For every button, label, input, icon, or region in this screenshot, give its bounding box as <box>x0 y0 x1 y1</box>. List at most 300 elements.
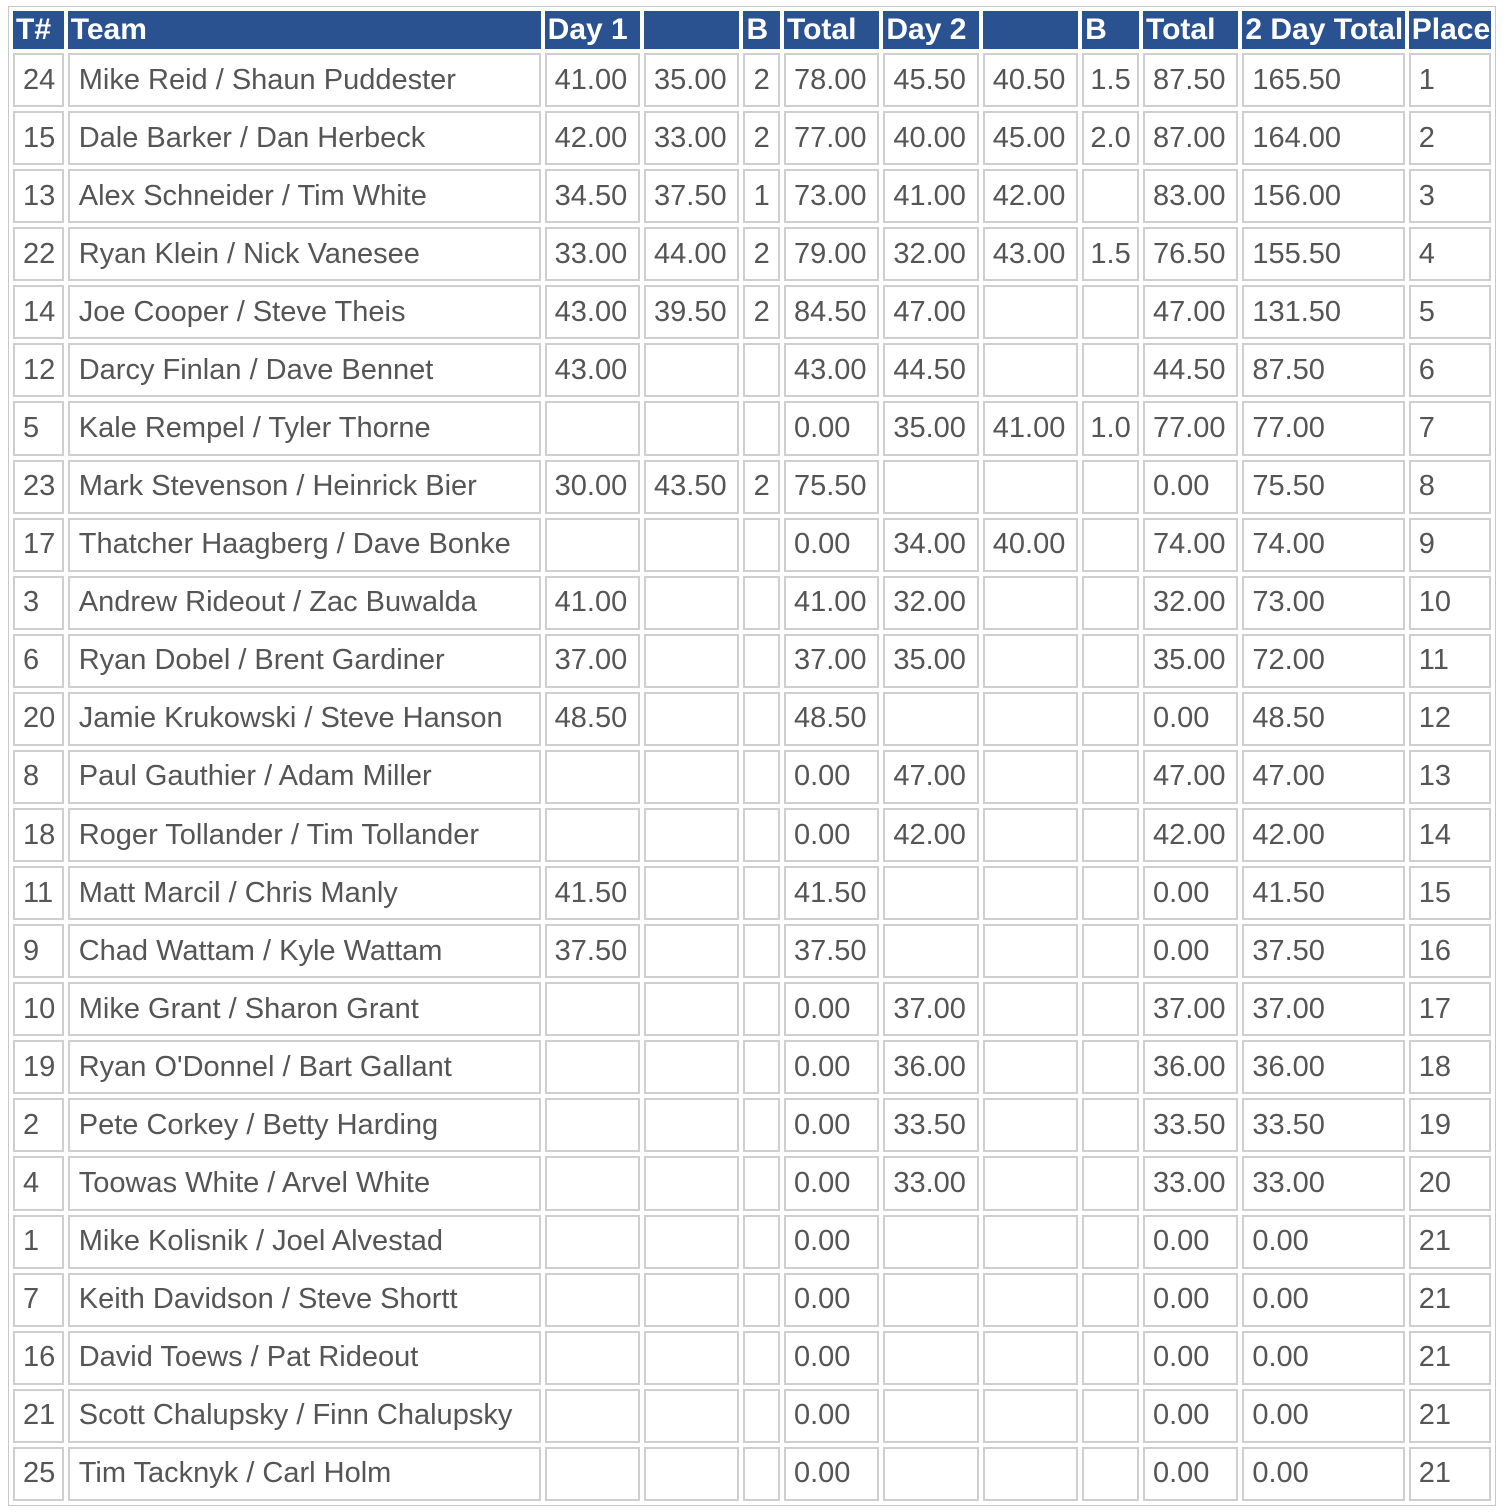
day2-bonus-cell <box>1082 1447 1139 1501</box>
table-row <box>13 53 1491 107</box>
day2-total-cell: 47.00 <box>1143 750 1238 804</box>
day2-total-cell: 87.50 <box>1143 53 1238 107</box>
place-cell: 3 <box>1409 169 1491 223</box>
day2-first-cell: 47.00 <box>883 285 978 339</box>
day1-total-cell: 0.00 <box>784 982 879 1036</box>
day1-first-cell <box>545 1273 640 1327</box>
day1-bonus-cell <box>743 1156 780 1210</box>
table-row <box>13 111 1491 165</box>
header-two-day-total: 2 Day Total <box>1242 11 1404 49</box>
team-name-cell: Darcy Finlan / Dave Bennet <box>68 343 541 397</box>
header-day1-bonus: B <box>743 11 780 49</box>
day1-first-cell <box>545 982 640 1036</box>
two-day-total-cell: 74.00 <box>1242 518 1404 572</box>
day1-second-cell: 44.00 <box>644 227 739 281</box>
team-number-cell: 24 <box>13 53 64 107</box>
day1-total-cell: 41.50 <box>784 866 879 920</box>
place-cell: 21 <box>1409 1447 1491 1501</box>
team-number-cell: 17 <box>13 518 64 572</box>
day1-total-cell: 37.00 <box>784 634 879 688</box>
day2-bonus-cell <box>1082 866 1139 920</box>
two-day-total-cell: 41.50 <box>1242 866 1404 920</box>
day1-bonus-cell: 2 <box>743 227 780 281</box>
day2-second-cell <box>983 750 1078 804</box>
day1-bonus-cell <box>743 1040 780 1094</box>
two-day-total-cell: 164.00 <box>1242 111 1404 165</box>
day2-bonus-cell: 1.5 <box>1082 53 1139 107</box>
day1-second-cell <box>644 401 739 455</box>
two-day-total-cell: 48.50 <box>1242 692 1404 746</box>
team-number-cell: 3 <box>13 576 64 630</box>
team-number-cell: 21 <box>13 1389 64 1443</box>
day2-second-cell: 40.00 <box>983 518 1078 572</box>
day1-first-cell: 41.00 <box>545 53 640 107</box>
day2-total-cell: 0.00 <box>1143 1447 1238 1501</box>
day1-total-cell: 73.00 <box>784 169 879 223</box>
two-day-total-cell: 72.00 <box>1242 634 1404 688</box>
day2-total-cell: 42.00 <box>1143 808 1238 862</box>
day1-bonus-cell <box>743 518 780 572</box>
day2-second-cell <box>983 1098 1078 1152</box>
day1-second-cell <box>644 866 739 920</box>
day1-total-cell: 0.00 <box>784 1156 879 1210</box>
team-name-cell: Toowas White / Arvel White <box>68 1156 541 1210</box>
day2-bonus-cell <box>1082 924 1139 978</box>
day2-total-cell: 37.00 <box>1143 982 1238 1036</box>
day1-total-cell: 0.00 <box>784 750 879 804</box>
table-row <box>13 1098 1491 1152</box>
day2-total-cell: 47.00 <box>1143 285 1238 339</box>
header-day1: Day 1 <box>545 11 640 49</box>
day2-total-cell: 76.50 <box>1143 227 1238 281</box>
day2-first-cell: 33.50 <box>883 1098 978 1152</box>
table-row <box>13 1447 1491 1501</box>
table-row <box>13 808 1491 862</box>
day2-second-cell <box>983 692 1078 746</box>
day2-second-cell <box>983 982 1078 1036</box>
day1-bonus-cell: 2 <box>743 460 780 514</box>
team-number-cell: 7 <box>13 1273 64 1327</box>
day2-second-cell <box>983 343 1078 397</box>
day1-second-cell <box>644 1447 739 1501</box>
team-number-cell: 6 <box>13 634 64 688</box>
day1-first-cell <box>545 1215 640 1269</box>
day2-bonus-cell: 1.5 <box>1082 227 1139 281</box>
day1-total-cell: 41.00 <box>784 576 879 630</box>
place-cell: 21 <box>1409 1331 1491 1385</box>
team-name-cell: Tim Tacknyk / Carl Holm <box>68 1447 541 1501</box>
day1-first-cell <box>545 750 640 804</box>
day1-second-cell <box>644 1331 739 1385</box>
day2-first-cell <box>883 866 978 920</box>
day1-bonus-cell: 2 <box>743 285 780 339</box>
day2-total-cell: 0.00 <box>1143 460 1238 514</box>
day1-bonus-cell <box>743 1389 780 1443</box>
day2-bonus-cell <box>1082 1389 1139 1443</box>
place-cell: 5 <box>1409 285 1491 339</box>
table-row <box>13 1215 1491 1269</box>
team-name-cell: Thatcher Haagberg / Dave Bonke <box>68 518 541 572</box>
day2-second-cell <box>983 285 1078 339</box>
two-day-total-cell: 77.00 <box>1242 401 1404 455</box>
day2-bonus-cell <box>1082 460 1139 514</box>
day1-bonus-cell <box>743 576 780 630</box>
table-row <box>13 518 1491 572</box>
day2-first-cell <box>883 460 978 514</box>
day2-bonus-cell <box>1082 692 1139 746</box>
table-header <box>13 11 1491 49</box>
day2-second-cell: 41.00 <box>983 401 1078 455</box>
day1-second-cell <box>644 982 739 1036</box>
team-number-cell: 18 <box>13 808 64 862</box>
day2-first-cell: 37.00 <box>883 982 978 1036</box>
day2-bonus-cell: 2.0 <box>1082 111 1139 165</box>
day1-total-cell: 0.00 <box>784 808 879 862</box>
day1-first-cell: 37.50 <box>545 924 640 978</box>
day2-total-cell: 35.00 <box>1143 634 1238 688</box>
two-day-total-cell: 37.00 <box>1242 982 1404 1036</box>
day1-second-cell <box>644 1040 739 1094</box>
table-body <box>13 53 1491 1501</box>
team-name-cell: David Toews / Pat Rideout <box>68 1331 541 1385</box>
day2-first-cell: 35.00 <box>883 634 978 688</box>
day2-bonus-cell <box>1082 1098 1139 1152</box>
team-name-cell: Chad Wattam / Kyle Wattam <box>68 924 541 978</box>
day2-bonus-cell <box>1082 343 1139 397</box>
day2-second-cell <box>983 1389 1078 1443</box>
day1-first-cell: 43.00 <box>545 343 640 397</box>
day1-first-cell: 41.00 <box>545 576 640 630</box>
day1-total-cell: 43.00 <box>784 343 879 397</box>
day2-second-cell <box>983 924 1078 978</box>
day1-first-cell <box>545 1447 640 1501</box>
day1-second-cell: 43.50 <box>644 460 739 514</box>
day2-first-cell: 32.00 <box>883 227 978 281</box>
day2-first-cell <box>883 1331 978 1385</box>
day2-total-cell: 0.00 <box>1143 924 1238 978</box>
day1-bonus-cell <box>743 750 780 804</box>
team-name-cell: Roger Tollander / Tim Tollander <box>68 808 541 862</box>
team-name-cell: Matt Marcil / Chris Manly <box>68 866 541 920</box>
team-number-cell: 10 <box>13 982 64 1036</box>
day2-bonus-cell <box>1082 982 1139 1036</box>
day2-first-cell <box>883 1273 978 1327</box>
day2-bonus-cell <box>1082 1215 1139 1269</box>
day2-total-cell: 87.00 <box>1143 111 1238 165</box>
team-name-cell: Scott Chalupsky / Finn Chalupsky <box>68 1389 541 1443</box>
day1-second-cell <box>644 1273 739 1327</box>
day2-first-cell: 33.00 <box>883 1156 978 1210</box>
day1-total-cell: 0.00 <box>784 1040 879 1094</box>
day1-total-cell: 78.00 <box>784 53 879 107</box>
team-number-cell: 25 <box>13 1447 64 1501</box>
day1-second-cell: 35.00 <box>644 53 739 107</box>
place-cell: 11 <box>1409 634 1491 688</box>
day1-second-cell <box>644 634 739 688</box>
table-row <box>13 1156 1491 1210</box>
day1-total-cell: 0.00 <box>784 1389 879 1443</box>
place-cell: 4 <box>1409 227 1491 281</box>
day1-bonus-cell <box>743 1098 780 1152</box>
day2-second-cell <box>983 1273 1078 1327</box>
day1-bonus-cell <box>743 343 780 397</box>
two-day-total-cell: 42.00 <box>1242 808 1404 862</box>
day2-total-cell: 83.00 <box>1143 169 1238 223</box>
table-row <box>13 1331 1491 1385</box>
day2-second-cell <box>983 808 1078 862</box>
day2-first-cell: 32.00 <box>883 576 978 630</box>
place-cell: 2 <box>1409 111 1491 165</box>
place-cell: 1 <box>1409 53 1491 107</box>
day1-bonus-cell <box>743 808 780 862</box>
day2-second-cell <box>983 1156 1078 1210</box>
header-day1-total: Total <box>784 11 879 49</box>
day2-total-cell: 0.00 <box>1143 1215 1238 1269</box>
place-cell: 21 <box>1409 1389 1491 1443</box>
table-row <box>13 169 1491 223</box>
day1-bonus-cell <box>743 982 780 1036</box>
day2-bonus-cell: 1.0 <box>1082 401 1139 455</box>
day2-total-cell: 44.50 <box>1143 343 1238 397</box>
day1-first-cell: 48.50 <box>545 692 640 746</box>
day1-second-cell: 37.50 <box>644 169 739 223</box>
day1-first-cell: 30.00 <box>545 460 640 514</box>
two-day-total-cell: 73.00 <box>1242 576 1404 630</box>
header-team: Team <box>68 11 541 49</box>
day2-first-cell: 34.00 <box>883 518 978 572</box>
day1-bonus-cell <box>743 1331 780 1385</box>
day1-second-cell <box>644 343 739 397</box>
place-cell: 21 <box>1409 1273 1491 1327</box>
two-day-total-cell: 0.00 <box>1242 1447 1404 1501</box>
header-day2: Day 2 <box>883 11 978 49</box>
day1-first-cell <box>545 1040 640 1094</box>
day2-total-cell: 0.00 <box>1143 1331 1238 1385</box>
two-day-total-cell: 131.50 <box>1242 285 1404 339</box>
day1-second-cell <box>644 924 739 978</box>
day1-total-cell: 84.50 <box>784 285 879 339</box>
header-day2-second <box>983 11 1078 49</box>
day2-total-cell: 33.00 <box>1143 1156 1238 1210</box>
table-row <box>13 1273 1491 1327</box>
team-name-cell: Ryan O'Donnel / Bart Gallant <box>68 1040 541 1094</box>
team-name-cell: Kale Rempel / Tyler Thorne <box>68 401 541 455</box>
place-cell: 20 <box>1409 1156 1491 1210</box>
two-day-total-cell: 75.50 <box>1242 460 1404 514</box>
day2-first-cell: 44.50 <box>883 343 978 397</box>
table-row <box>13 576 1491 630</box>
day2-bonus-cell <box>1082 1331 1139 1385</box>
day1-first-cell <box>545 1098 640 1152</box>
place-cell: 10 <box>1409 576 1491 630</box>
day1-total-cell: 37.50 <box>784 924 879 978</box>
table-row <box>13 285 1491 339</box>
day1-first-cell: 43.00 <box>545 285 640 339</box>
results-table <box>8 6 1496 1506</box>
day2-total-cell: 77.00 <box>1143 401 1238 455</box>
team-number-cell: 5 <box>13 401 64 455</box>
day1-second-cell <box>644 692 739 746</box>
header-day2-total: Total <box>1143 11 1238 49</box>
day2-second-cell <box>983 576 1078 630</box>
day2-bonus-cell <box>1082 1156 1139 1210</box>
day2-total-cell: 74.00 <box>1143 518 1238 572</box>
day1-bonus-cell <box>743 692 780 746</box>
day2-second-cell: 43.00 <box>983 227 1078 281</box>
place-cell: 13 <box>1409 750 1491 804</box>
day2-second-cell <box>983 1331 1078 1385</box>
place-cell: 18 <box>1409 1040 1491 1094</box>
day2-first-cell: 47.00 <box>883 750 978 804</box>
day2-total-cell: 32.00 <box>1143 576 1238 630</box>
team-name-cell: Alex Schneider / Tim White <box>68 169 541 223</box>
table-row <box>13 343 1491 397</box>
day2-total-cell: 0.00 <box>1143 1389 1238 1443</box>
day1-bonus-cell <box>743 866 780 920</box>
table-row <box>13 1040 1491 1094</box>
two-day-total-cell: 156.00 <box>1242 169 1404 223</box>
day2-second-cell <box>983 1215 1078 1269</box>
day1-second-cell <box>644 1389 739 1443</box>
day1-second-cell <box>644 576 739 630</box>
day1-second-cell: 39.50 <box>644 285 739 339</box>
day2-bonus-cell <box>1082 808 1139 862</box>
day2-total-cell: 0.00 <box>1143 866 1238 920</box>
day2-first-cell <box>883 692 978 746</box>
day1-bonus-cell <box>743 401 780 455</box>
team-name-cell: Keith Davidson / Steve Shortt <box>68 1273 541 1327</box>
day1-first-cell: 33.00 <box>545 227 640 281</box>
day1-first-cell: 37.00 <box>545 634 640 688</box>
day2-second-cell <box>983 866 1078 920</box>
day1-total-cell: 48.50 <box>784 692 879 746</box>
day2-second-cell <box>983 1447 1078 1501</box>
place-cell: 9 <box>1409 518 1491 572</box>
day2-first-cell: 41.00 <box>883 169 978 223</box>
day2-second-cell: 45.00 <box>983 111 1078 165</box>
day2-first-cell <box>883 1447 978 1501</box>
day2-second-cell <box>983 634 1078 688</box>
day1-total-cell: 0.00 <box>784 1447 879 1501</box>
team-number-cell: 19 <box>13 1040 64 1094</box>
place-cell: 12 <box>1409 692 1491 746</box>
place-cell: 21 <box>1409 1215 1491 1269</box>
place-cell: 14 <box>1409 808 1491 862</box>
day2-total-cell: 33.50 <box>1143 1098 1238 1152</box>
day1-first-cell <box>545 1331 640 1385</box>
day2-bonus-cell <box>1082 634 1139 688</box>
day1-first-cell <box>545 808 640 862</box>
day2-total-cell: 0.00 <box>1143 692 1238 746</box>
team-number-cell: 13 <box>13 169 64 223</box>
day1-second-cell <box>644 750 739 804</box>
day2-total-cell: 0.00 <box>1143 1273 1238 1327</box>
day1-bonus-cell: 2 <box>743 111 780 165</box>
day1-bonus-cell: 2 <box>743 53 780 107</box>
day1-bonus-cell <box>743 924 780 978</box>
day1-bonus-cell <box>743 1273 780 1327</box>
day2-first-cell <box>883 1389 978 1443</box>
header-day2-bonus: B <box>1082 11 1139 49</box>
day2-first-cell: 40.00 <box>883 111 978 165</box>
team-number-cell: 1 <box>13 1215 64 1269</box>
day1-bonus-cell <box>743 1215 780 1269</box>
two-day-total-cell: 0.00 <box>1242 1331 1404 1385</box>
two-day-total-cell: 0.00 <box>1242 1273 1404 1327</box>
day1-second-cell: 33.00 <box>644 111 739 165</box>
day1-bonus-cell <box>743 634 780 688</box>
day1-total-cell: 0.00 <box>784 401 879 455</box>
team-number-cell: 23 <box>13 460 64 514</box>
day1-first-cell: 34.50 <box>545 169 640 223</box>
team-number-cell: 8 <box>13 750 64 804</box>
day2-first-cell: 45.50 <box>883 53 978 107</box>
table-row <box>13 401 1491 455</box>
day1-total-cell: 79.00 <box>784 227 879 281</box>
day1-second-cell <box>644 808 739 862</box>
team-name-cell: Paul Gauthier / Adam Miller <box>68 750 541 804</box>
table-row <box>13 982 1491 1036</box>
table-row <box>13 634 1491 688</box>
place-cell: 15 <box>1409 866 1491 920</box>
day1-first-cell <box>545 518 640 572</box>
two-day-total-cell: 0.00 <box>1242 1389 1404 1443</box>
day2-first-cell: 42.00 <box>883 808 978 862</box>
team-name-cell: Mike Grant / Sharon Grant <box>68 982 541 1036</box>
team-number-cell: 15 <box>13 111 64 165</box>
day2-bonus-cell <box>1082 169 1139 223</box>
header-row <box>13 11 1491 49</box>
team-name-cell: Mike Kolisnik / Joel Alvestad <box>68 1215 541 1269</box>
day2-bonus-cell <box>1082 1273 1139 1327</box>
day1-total-cell: 75.50 <box>784 460 879 514</box>
team-number-cell: 22 <box>13 227 64 281</box>
team-number-cell: 9 <box>13 924 64 978</box>
place-cell: 6 <box>1409 343 1491 397</box>
day1-first-cell <box>545 401 640 455</box>
team-name-cell: Mike Reid / Shaun Puddester <box>68 53 541 107</box>
team-name-cell: Joe Cooper / Steve Theis <box>68 285 541 339</box>
day2-total-cell: 36.00 <box>1143 1040 1238 1094</box>
two-day-total-cell: 155.50 <box>1242 227 1404 281</box>
day2-second-cell: 40.50 <box>983 53 1078 107</box>
team-number-cell: 16 <box>13 1331 64 1385</box>
two-day-total-cell: 165.50 <box>1242 53 1404 107</box>
day1-total-cell: 0.00 <box>784 1215 879 1269</box>
team-name-cell: Jamie Krukowski / Steve Hanson <box>68 692 541 746</box>
day2-bonus-cell <box>1082 750 1139 804</box>
day1-total-cell: 0.00 <box>784 1331 879 1385</box>
day1-first-cell <box>545 1156 640 1210</box>
day1-first-cell: 42.00 <box>545 111 640 165</box>
team-number-cell: 14 <box>13 285 64 339</box>
team-name-cell: Mark Stevenson / Heinrick Bier <box>68 460 541 514</box>
place-cell: 19 <box>1409 1098 1491 1152</box>
team-name-cell: Ryan Dobel / Brent Gardiner <box>68 634 541 688</box>
day2-bonus-cell <box>1082 285 1139 339</box>
table-row <box>13 1389 1491 1443</box>
day2-second-cell <box>983 460 1078 514</box>
day1-bonus-cell <box>743 1447 780 1501</box>
day1-first-cell: 41.50 <box>545 866 640 920</box>
team-name-cell: Andrew Rideout / Zac Buwalda <box>68 576 541 630</box>
day2-first-cell <box>883 1215 978 1269</box>
day2-first-cell: 36.00 <box>883 1040 978 1094</box>
team-number-cell: 20 <box>13 692 64 746</box>
header-day1-second <box>644 11 739 49</box>
day1-total-cell: 0.00 <box>784 518 879 572</box>
day2-second-cell <box>983 1040 1078 1094</box>
